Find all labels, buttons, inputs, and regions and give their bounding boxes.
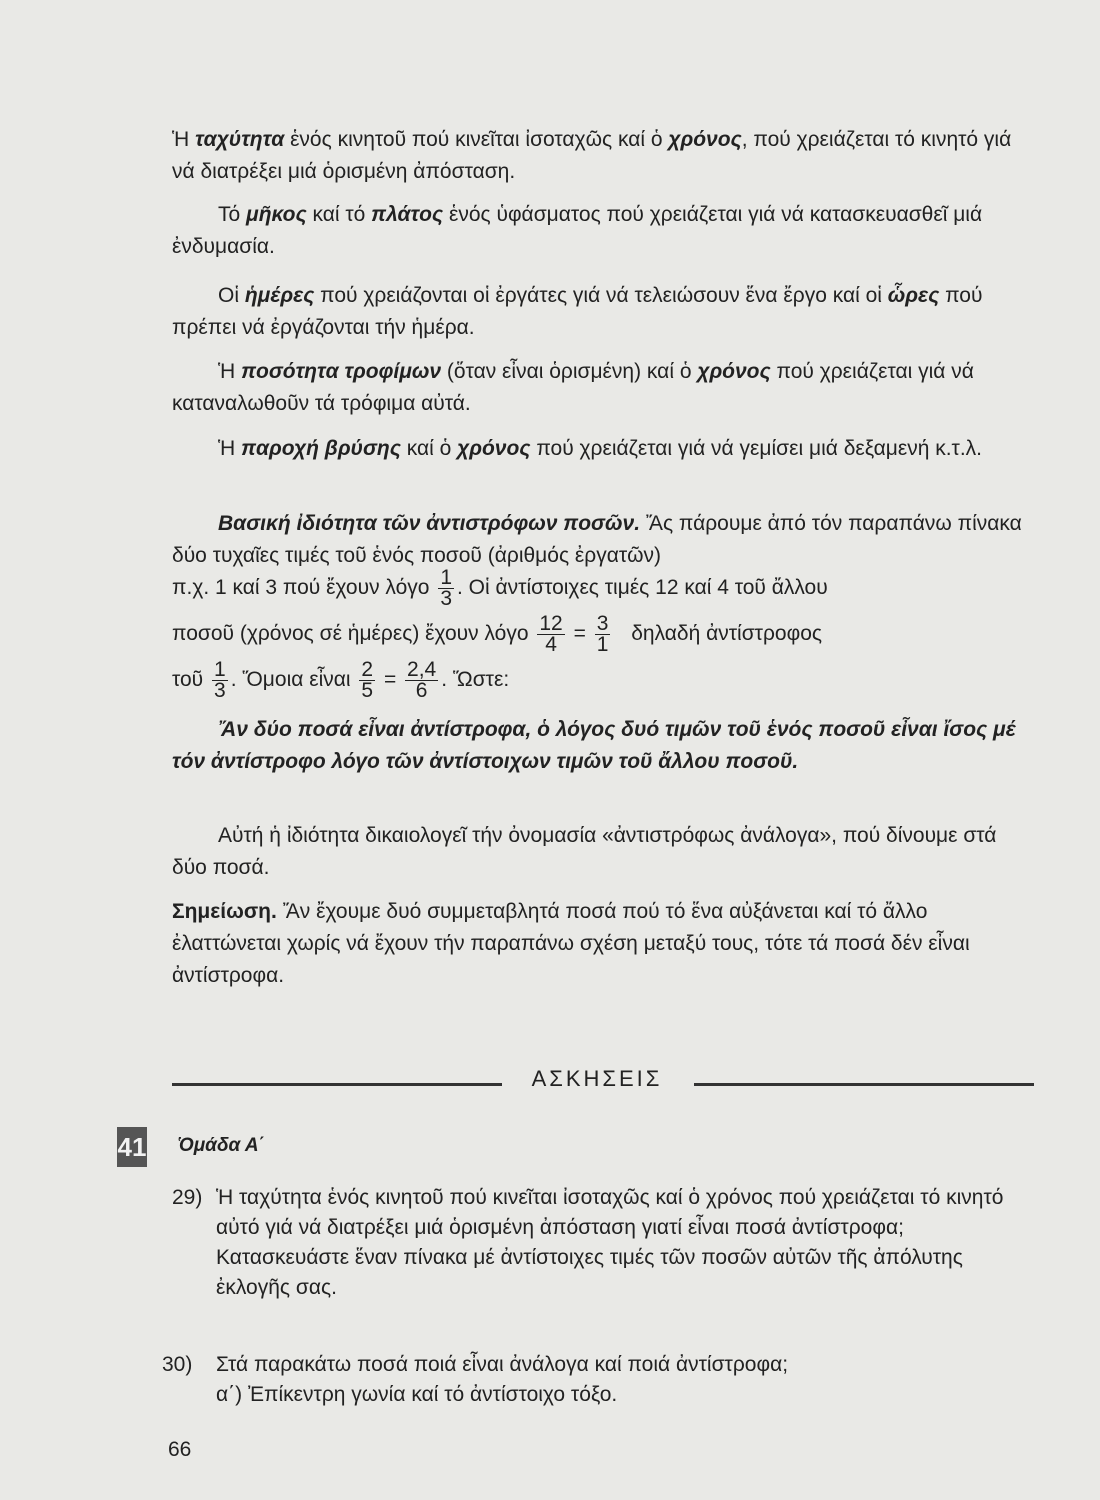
ratio-line-2: [172, 614, 1034, 655]
text-fragment: , πού χρειάζεται τό κινητό γιά νά διατρέξει μιά ὁρισμένη ἀπόσταση.: [172, 128, 1012, 183]
text-fragment: . Ὥστε:: [441, 668, 510, 692]
property-title: Βασική ἰδιότητα τῶν ἀντιστρόφων ποσῶν.: [218, 512, 641, 535]
exercise-29: [172, 1183, 1042, 1303]
term-time: χρόνος: [457, 437, 531, 460]
inverse-proportion-rule: Ἄν δύο ποσά εἶναι ἀντίστροφα, ὁ λόγος δυό τιμῶν τοῦ ἑνός ποσοῦ εἶναι ἴσος μέ τόν ἀντίστροφο λόγο τῶν ἀντίστοιχων τιμῶν τοῦ ἄλλου ποσοῦ.: [172, 718, 1016, 773]
text-fragment: πού χρειάζεται γιά νά γεμίσει μιά δεξαμενή κ.τ.λ.: [530, 437, 983, 460]
text-fragment: Ἡ: [218, 437, 242, 460]
text-fragment: . Οἱ ἀντίστοιχες τιμές 12 καί 4 τοῦ ἄλλου: [457, 576, 828, 600]
text-fragment: δηλαδή ἀντίστροφος: [631, 622, 823, 646]
page-number: 66: [168, 1438, 192, 1461]
term-days: ἡμέρες: [244, 284, 315, 307]
term-time: χρόνος: [668, 128, 742, 151]
text-fragment: Ἄς πάρουμε ἀπό τόν παραπάνω πίνακα δύο τυχαῖες τιμές τοῦ ἑνός ποσοῦ (ἀριθμός ἐργατῶν): [172, 512, 1022, 567]
exercise-number: 29): [172, 1186, 203, 1209]
paragraph-justification: Αὐτή ἡ ἰδιότητα δικαιολογεῖ τήν ὀνομασία «ἀντιστρόφως ἀνάλογα», πού δίνουμε στά δύο ποσά.: [172, 824, 997, 879]
text-fragment: Ἡ: [172, 128, 196, 151]
exercise-number: 30): [162, 1353, 193, 1376]
equals-sign: =: [573, 622, 586, 646]
section-number-badge: 41: [117, 1127, 147, 1167]
term-time: χρόνος: [697, 360, 771, 383]
heading-rule-left: [172, 1083, 502, 1086]
text-fragment: πού χρειάζονται οἱ ἐργάτες γιά νά τελειώσουν ἕνα ἔργο καί οἱ: [314, 284, 888, 307]
exercise-text: Στά παρακάτω ποσά ποιά εἶναι ἀνάλογα καί ποιά ἀντίστροφα;: [216, 1353, 789, 1376]
note-label: Σημείωση.: [172, 900, 277, 923]
fraction-2.4-6: $\frac{2,4}{6}$: [407, 658, 437, 702]
paragraph-days-hours: [172, 280, 1034, 344]
exercise-subitem: α΄) Ἐπίκεντρη γωνία καί τό ἀντίστοιχο τόξο.: [216, 1383, 618, 1406]
note-text: Ἄν ἔχουμε δυό συμμεταβλητά ποσά πού τό ἕνα αὐξάνεται καί τό ἄλλο ἐλαττώνεται χωρίς νά ἔχουν τήν παραπάνω σχέση μεταξύ τους, τότε τά ποσά δέν εἶναι ἀντίστροφα.: [172, 900, 970, 987]
term-food-quantity: ποσότητα τροφίμων: [241, 360, 442, 383]
text-fragment: Τό: [218, 203, 247, 226]
exercise-text: Κατασκευάστε ἕναν πίνακα μέ ἀντίστοιχες τιμές τῶν ποσῶν αὐτῶν τῆς ἀπόλυτης ἐκλογῆς σας.: [216, 1246, 963, 1299]
text-fragment: Ἡ: [218, 360, 242, 383]
equals-sign: =: [383, 668, 397, 692]
ratio-line-1: [172, 568, 1034, 609]
ratio-line-3: [172, 660, 1034, 701]
term-width: πλάτος: [371, 203, 444, 226]
term-tap-flow: παροχή βρύσης: [241, 437, 401, 460]
paragraph-tap-flow: [172, 433, 1034, 465]
text-fragment: ἑνός ὑφάσματος πού χρειάζεται γιά νά κατασκευασθεῖ μιά ἐνδυμασία.: [172, 203, 983, 258]
term-speed: ταχύτητα: [195, 128, 285, 151]
text-fragment: καί ὁ: [400, 437, 458, 460]
term-hours: ὧρες: [887, 284, 940, 307]
exercise-30: [162, 1350, 1042, 1410]
paragraph-speed-time: [172, 124, 1034, 188]
text-fragment: . Ὅμοια εἶναι: [230, 668, 351, 692]
paragraph-food-time: [172, 356, 1034, 420]
fraction-3-1: $\frac{3}{1}$: [596, 612, 609, 656]
fraction-1-3b: $\frac{1}{3}$: [214, 658, 226, 702]
paragraph-length-width: [172, 199, 1034, 263]
paragraph-note: [172, 896, 1034, 992]
exercises-heading: ΑΣΚΗΣΕΙΣ: [531, 1066, 663, 1091]
term-length: μῆκος: [246, 203, 307, 226]
text-fragment: ἑνός κινητοῦ πού κινεῖται ἰσοταχῶς καί ὁ: [284, 128, 669, 151]
paragraph-basic-property: [172, 508, 1034, 572]
group-label: Ὁμάδα Α΄: [178, 1135, 265, 1156]
fraction-2-5: $\frac{2}{5}$: [361, 658, 374, 702]
text-fragment: Οἱ: [218, 284, 245, 307]
text-fragment: τοῦ: [172, 668, 204, 692]
text-fragment: ποσοῦ (χρόνος σέ ἡμέρες) ἔχουν λόγο: [172, 622, 529, 646]
text-fragment: καί τό: [306, 203, 372, 226]
heading-rule-right: [694, 1083, 1034, 1086]
text-fragment: π.χ. 1 καί 3 πού ἔχουν λόγο: [172, 576, 430, 600]
fraction-12-4: $\frac{12}{4}$: [539, 612, 563, 656]
exercise-text: Ἡ ταχύτητα ἑνός κινητοῦ πού κινεῖται ἰσοταχῶς καί ὁ χρόνος πού χρειάζεται τό κινητό αὐτό γιά νά διατρέξει μιά ὁρισμένη ἀπόσταση γιατί εἶναι ποσά ἀντίστροφα;: [216, 1186, 1004, 1239]
text-fragment: πού χρειάζεται γιά νά καταναλωθοῦν τά τρόφιμα αὐτά.: [172, 360, 974, 415]
text-fragment: πού πρέπει νά ἐργάζονται τήν ἡμέρα.: [172, 284, 983, 339]
fraction-1-3: $\frac{1}{3}$: [440, 566, 453, 610]
text-fragment: (ὅταν εἶναι ὁρισμένη) καί ὁ: [441, 360, 698, 383]
